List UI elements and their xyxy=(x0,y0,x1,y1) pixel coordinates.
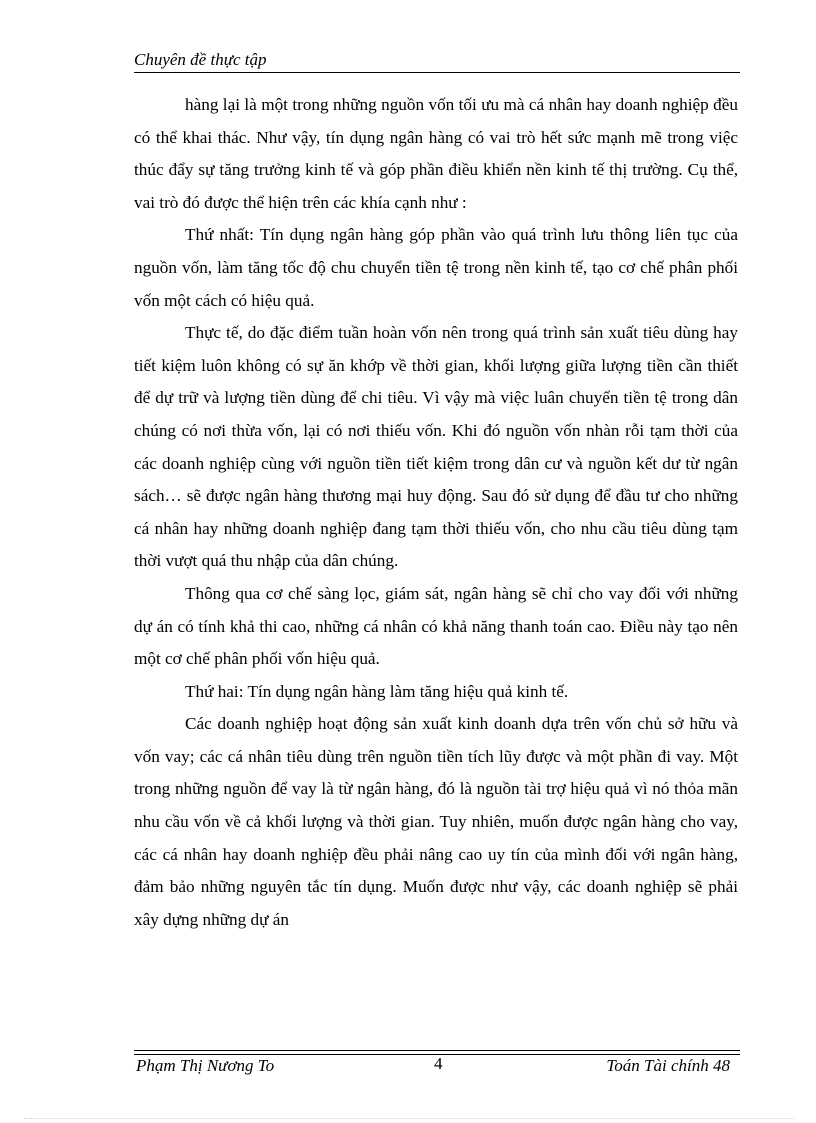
page-header xyxy=(134,48,740,73)
document-body xyxy=(134,89,738,936)
footer-divider xyxy=(134,1050,740,1051)
footer-class-name: Toán Tài chính 48 xyxy=(606,1056,730,1075)
page-edge-dotted-line xyxy=(24,1118,794,1119)
paragraph: Thông qua cơ chế sàng lọc, giám sát, ngân hàng sẽ chỉ cho vay đối với những dự án có tính khả thi cao, những cá nhân có khả năng thanh toán cao. Điều này tạo nên một cơ chế phân phối vốn hiệu quả. xyxy=(134,583,738,669)
paragraph: Thứ nhất: Tín dụng ngân hàng góp phần vào quá trình lưu thông liên tục của nguồn vốn, làm tăng tốc độ chu chuyển tiền tệ trong nền kinh tế, tạo cơ chế phân phối vốn một cách có hiệu quả. xyxy=(134,225,738,310)
paragraph: Thực tế, do đặc điểm tuần hoàn vốn nên trong quá trình sản xuất tiêu dùng hay tiết kiệm luôn không có sự ăn khớp về thời gian, khối lượng giữa lượng tiền cần thiết để dự trữ và lượng tiền dùng để chi tiêu. Vì vậy mà việc luân chuyển tiền tệ trong dân chúng có nơi thừa vốn, lại có nơi thiếu vốn. Khi đó nguồn vốn nhàn rỗi tạm thời của các doanh nghiệp cùng với nguồn tiền tiết kiệm trong dân cư và nguồn kết dư từ ngân sách… sẽ được ngân hàng thương mại huy động. Sau đó sử dụng để đầu tư cho những cá nhân hay những doanh nghiệp đang tạm thời thiếu vốn, cho nhu cầu tiêu dùng tạm thời vượt quá thu nhập của dân chúng. xyxy=(134,323,738,571)
paragraph: Các doanh nghiệp hoạt động sản xuất kinh doanh dựa trên vốn chủ sở hữu và vốn vay; các cá nhân tiêu dùng trên nguồn tiền tích lũy được và một phần đi vay. Một trong những nguồn để vay là từ ngân hàng, đó là nguồn tài trợ hiệu quả vì nó thỏa mãn nhu cầu vốn về cả khối lượng và thời gian. Tuy nhiên, muốn được ngân hàng cho vay, các cá nhân hay doanh nghiệp đều phải nâng cao uy tín của mình đối với ngân hàng, đảm bảo những nguyên tắc tín dụng. Muốn được như vậy, các doanh nghiệp sẽ phải xây dựng những dự án xyxy=(134,714,738,929)
page-number: 4 xyxy=(434,1054,443,1073)
footer-author: Phạm Thị Nương To xyxy=(136,1056,275,1075)
paragraph: Thứ hai: Tín dụng ngân hàng làm tăng hiệu quả kinh tế. xyxy=(185,681,569,701)
page-footer xyxy=(134,1046,740,1076)
header-title: Chuyên đề thực tập xyxy=(134,50,267,69)
paragraph: hàng lại là một trong những nguồn vốn tối ưu mà cá nhân hay doanh nghiệp đều có thể khai thác. Như vậy, tín dụng ngân hàng có vai trò hết sức mạnh mẽ trong việc thúc đẩy sự tăng trưởng kinh tế và góp phần điều khiển nền kinh tế thị trường. Cụ thể, vai trò đó được thể hiện trên các khía cạnh như : xyxy=(134,95,738,212)
